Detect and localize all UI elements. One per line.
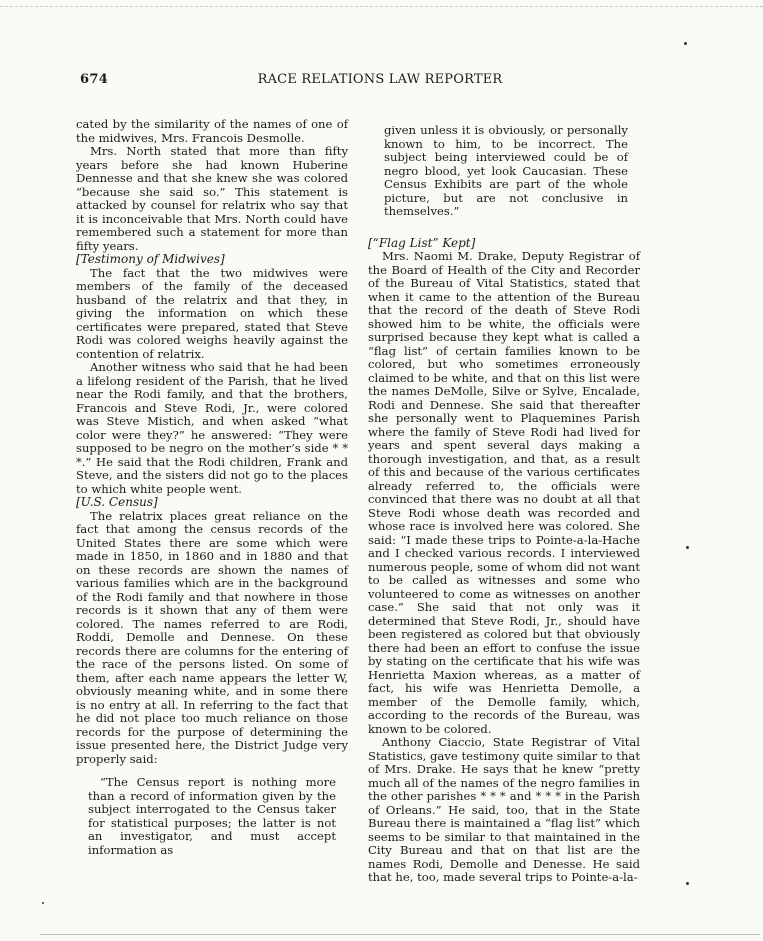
quote-text: “The Census report is nothing more than a record of information given by the subject interrogated to the Census taker for statistical purposes; the latter is not an investigator, and must accept information as [88,775,336,857]
block-quote-continued [368,124,640,219]
block-quote [76,776,348,857]
paragraph: Another witness who said that he had been a lifelong resident of the Parish, that he lived near the Rodi family, and that the brothers, Francois and Steve Rodi, Jr., were colored was Steve Mistich, and when asked “what color were they?” he answered: “They were supposed to be negro on the mother’s side * * *.” He said that the Rodi children, Frank and Steve, and the sisters did not go to the places to which white people went. [76,360,348,496]
section-heading: [“Flag List” Kept] [368,235,476,250]
section-heading: [U.S. Census] [76,495,158,509]
top-edge-rule [0,6,763,7]
paragraph: Mrs. North stated that more than fifty years before she had known Huberine Dennesse and that she knew she was colored “because she said so.” This statement is attacked by counsel for relatrix who say that it is inconceivable that Mrs. North could have remembered such a statement for more than fifty years. [76,144,348,253]
scan-speck [42,902,44,904]
scan-speck [684,42,687,45]
section-heading: [Testimony of Midwives] [76,252,225,266]
page-number: 674 [80,72,109,87]
paragraph: Anthony Ciaccio, State Registrar of Vital Statistics, gave testimony quite similar to that of Mrs. Drake. He says that he knew “pretty much all of the names of the negro families in the other parishes * * * and * * * in the Parish of Orleans.” He said, too, that in the State Bureau there is maintained a “flag list” which seems to be similar to that maintained in the City Bureau and that on that list are the names Rodi, Demolle and Denesse. He said that he, too, made several trips to Pointe-a-la- [368,735,640,884]
quote-text: given unless it is obviously, or personally known to him, to be incorrect. The subject being interviewed could be of negro blood, yet look Caucasian. These Census Exhibits are part of the whole picture, but are not conclusive in themselves.” [384,123,628,218]
paragraph: The fact that the two midwives were members of the family of the deceased husband of the relatrix and that they, in giving the information on which these certificates were prepared, stated that Steve Rodi was colored weighs heavily against the contention of relatrix. [76,265,348,361]
paragraph: The relatrix places great reliance on the fact that among the census records of the United States there are some which were made in 1850, in 1860 and in 1880 and that on these records are shown the names of various families which are in the background of the Rodi family and that nowhere in those records is it shown that any of them were colored. The names referred to are Rodi, Roddi, Demolle and Dennese. On these records there are columns for the entering of the race of the persons listed. On some of them, after each name appears the letter W, obviously meaning white, and in some there is no entry at all. In referring to the fact that he did not place too much reliance on those records for the purpose of determining the issue presented here, the District Judge very properly said: [76,508,348,766]
paragraph: Mrs. Naomi M. Drake, Deputy Registrar of the Board of Health of the City and Recorder of the Bureau of Vital Statistics, stated that when it came to the attention of the Bureau that the record of the death of Steve Rodi showed him to be white, the officials were surprised because they kept what is called a “flag list” of certain families known to be colored, but who sometimes erroneously claimed to be white, and that on this list were the names DeMolle, Silve or Sylve, Encalade, Rodi and Dennese. She said that thereafter she personally went to Plaquemines Parish where the family of Steve Rodi had lived for years and spent several days making a thorough investigation, and that, as a result of this and because of the various certificates already referred to, the officials were convinced that there was no doubt at all that Steve Rodi whose death was recorded and whose race is involved here was colored. She said: “I made these trips to Pointe-a-la-Hache and I checked various records. I interviewed numerous people, some of whom did not want to be called as witnesses and some who volunteered to come as witnesses on another case.” She said that not only was it determined that Steve Rodi, Jr., should have been registered as colored but that obviously there had been an effort to confuse the issue by stating on the certificate that his wife was Henrietta Maxion whereas, as a matter of fact, his wife was Henrietta Demolle, a member of the Demolle family, which, according to the records of the Bureau, was known to be colored. [368,249,640,736]
running-head: RACE RELATIONS LAW REPORTER [257,72,503,87]
left-column [76,118,348,857]
right-column [368,118,640,885]
page-header [80,72,680,94]
scan-speck [686,882,689,885]
scan-speck [686,546,689,549]
bottom-edge-rule [40,934,760,935]
paragraph: cated by the similarity of the names of one of the midwives, Mrs. Francois Desmolle. [76,117,348,145]
